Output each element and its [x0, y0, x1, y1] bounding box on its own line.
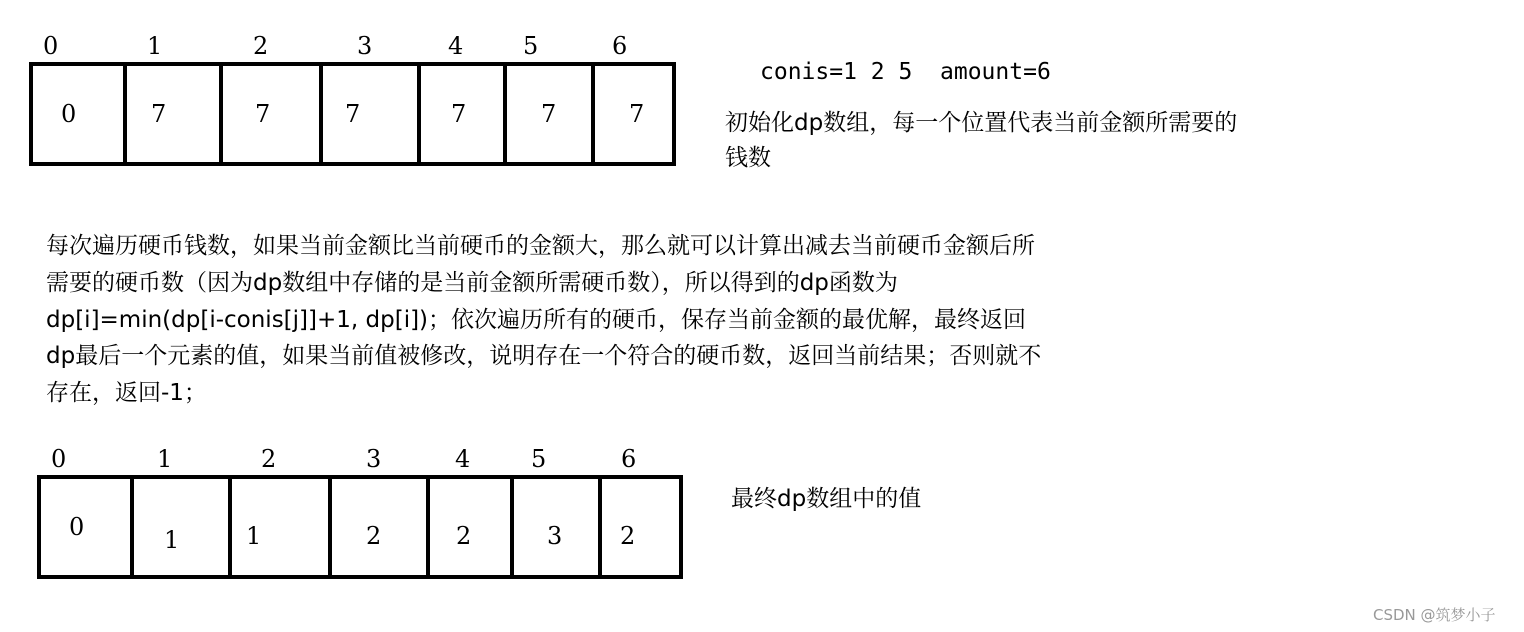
bottom-index: 5 — [531, 445, 547, 473]
watermark: CSDN @筑梦小子 — [1373, 606, 1496, 624]
bottom-index: 3 — [366, 445, 382, 473]
top-cell-value: 7 — [541, 100, 557, 128]
bottom-cell-value: 2 — [620, 522, 636, 550]
bottom-array-cell — [426, 475, 514, 579]
explanation-line: 存在，返回-1； — [46, 380, 207, 406]
top-array-cell — [123, 62, 223, 166]
top-index: 1 — [147, 32, 163, 60]
bottom-array-cell — [37, 475, 135, 579]
bottom-array-cell — [228, 475, 332, 579]
top-array-cell — [29, 62, 127, 166]
bottom-cell-value: 1 — [164, 526, 180, 554]
bottom-cell-value: 2 — [366, 522, 382, 550]
top-array-cell — [319, 62, 421, 166]
bottom-index: 2 — [261, 445, 277, 473]
top-array-cell — [503, 62, 595, 166]
bottom-array-cell — [510, 475, 602, 579]
top-index: 2 — [253, 32, 269, 60]
top-index: 3 — [357, 32, 373, 60]
explanation-line: 每次遍历硬币钱数，如果当前金额比当前硬币的金额大，那么就可以计算出减去当前硬币金额后所 — [46, 233, 1035, 259]
init-caption-line1: 初始化dp数组，每一个位置代表当前金额所需要的 — [725, 110, 1238, 136]
top-array-cell — [591, 62, 676, 166]
bottom-array-cell — [598, 475, 683, 579]
top-index: 6 — [612, 32, 628, 60]
top-cell-value: 7 — [255, 100, 271, 128]
bottom-index: 0 — [51, 445, 67, 473]
top-cell-value: 7 — [151, 100, 167, 128]
top-index: 5 — [523, 32, 539, 60]
bottom-cell-value: 3 — [547, 522, 563, 550]
explanation-line: 需要的硬币数（因为dp数组中存储的是当前金额所需硬币数），所以得到的dp函数为 — [46, 270, 898, 296]
top-cell-value: 7 — [629, 100, 645, 128]
final-caption: 最终dp数组中的值 — [731, 486, 922, 512]
bottom-index: 6 — [621, 445, 637, 473]
top-array-cell — [417, 62, 507, 166]
top-cell-value: 7 — [451, 100, 467, 128]
explanation-line: dp最后一个元素的值，如果当前值被修改，说明存在一个符合的硬币数，返回当前结果；否则就不 — [46, 343, 1042, 369]
bottom-cell-value: 1 — [246, 522, 262, 550]
top-array-cell — [219, 62, 323, 166]
bottom-cell-value: 2 — [456, 522, 472, 550]
params-text: conis=1 2 5 amount=6 — [760, 59, 1051, 85]
top-index: 0 — [43, 32, 59, 60]
bottom-array-cell — [328, 475, 430, 579]
top-cell-value: 7 — [345, 100, 361, 128]
explanation-line: dp[i]=min(dp[i-conis[j]]+1, dp[i])；依次遍历所有的硬币，保存当前金额的最优解，最终返回 — [46, 307, 1027, 333]
bottom-array-cell — [130, 475, 232, 579]
bottom-index: 1 — [157, 445, 173, 473]
bottom-cell-value: 0 — [69, 513, 85, 541]
init-caption-line2: 钱数 — [725, 145, 771, 171]
bottom-index: 4 — [455, 445, 471, 473]
top-index: 4 — [448, 32, 464, 60]
top-cell-value: 0 — [61, 100, 77, 128]
